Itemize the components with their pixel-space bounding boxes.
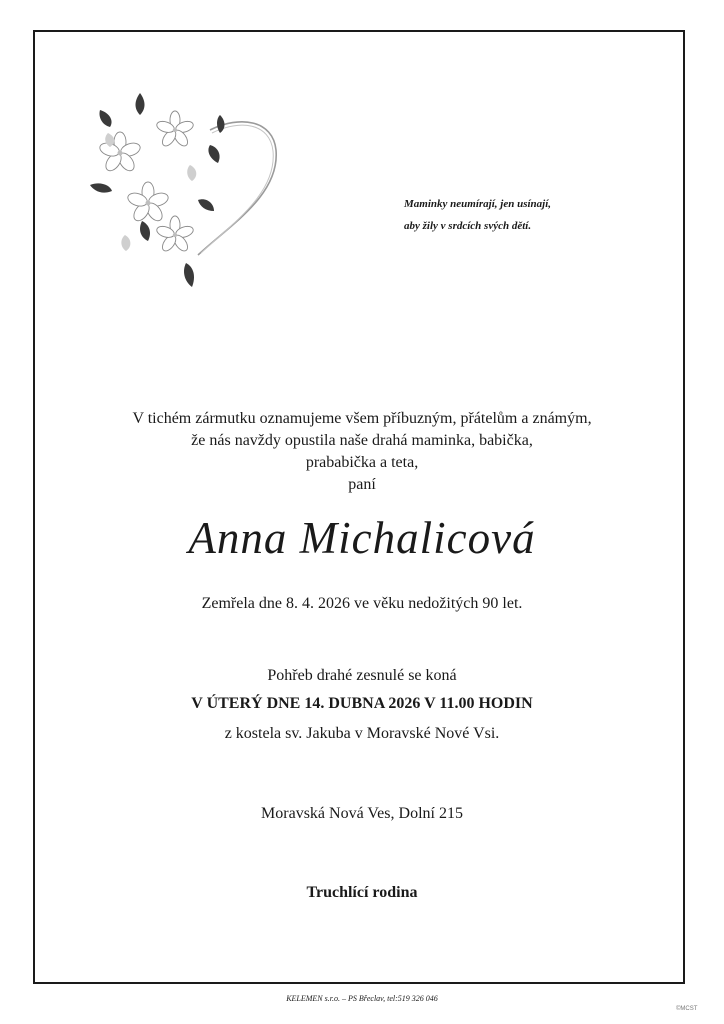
- funeral-intro: Pohřeb drahé zesnulé se koná: [267, 667, 457, 684]
- intro-line-3: prababička a teta,: [305, 454, 419, 471]
- intro-line-2: že nás navždy opustila naše drahá maminka, babička,: [191, 432, 533, 449]
- footer-imprint: KELEMEN s.r.o. – PS Břeclav, tel:519 326 046: [286, 994, 438, 1003]
- funeral-date-time: V ÚTERÝ DNE 14. DUBNA 2026 V 11.00 HODIN: [191, 695, 533, 712]
- announcement-intro: [0, 408, 724, 496]
- deceased-name: Anna Michalicová: [188, 513, 536, 563]
- motto-line-2: aby žily v srdcích svých dětí.: [404, 220, 532, 232]
- address: Moravská Nová Ves, Dolní 215: [261, 805, 463, 822]
- death-notice: Zemřela dne 8. 4. 2026 ve věku nedožitých 90 let.: [201, 595, 523, 612]
- intro-line-1: V tichém zármutku oznamujeme všem příbuzným, přátelům a známým,: [132, 410, 592, 427]
- heart-flowers-icon: [80, 85, 300, 300]
- signature: Truchlící rodina: [306, 884, 418, 901]
- funeral-place: z kostela sv. Jakuba v Moravské Nové Vsi.: [224, 725, 500, 742]
- corner-mark: ©MCST: [676, 1006, 698, 1012]
- intro-line-4: paní: [348, 476, 376, 493]
- motto-line-1: Maminky neumírají, jen usínají,: [404, 198, 552, 210]
- motto: [390, 193, 590, 237]
